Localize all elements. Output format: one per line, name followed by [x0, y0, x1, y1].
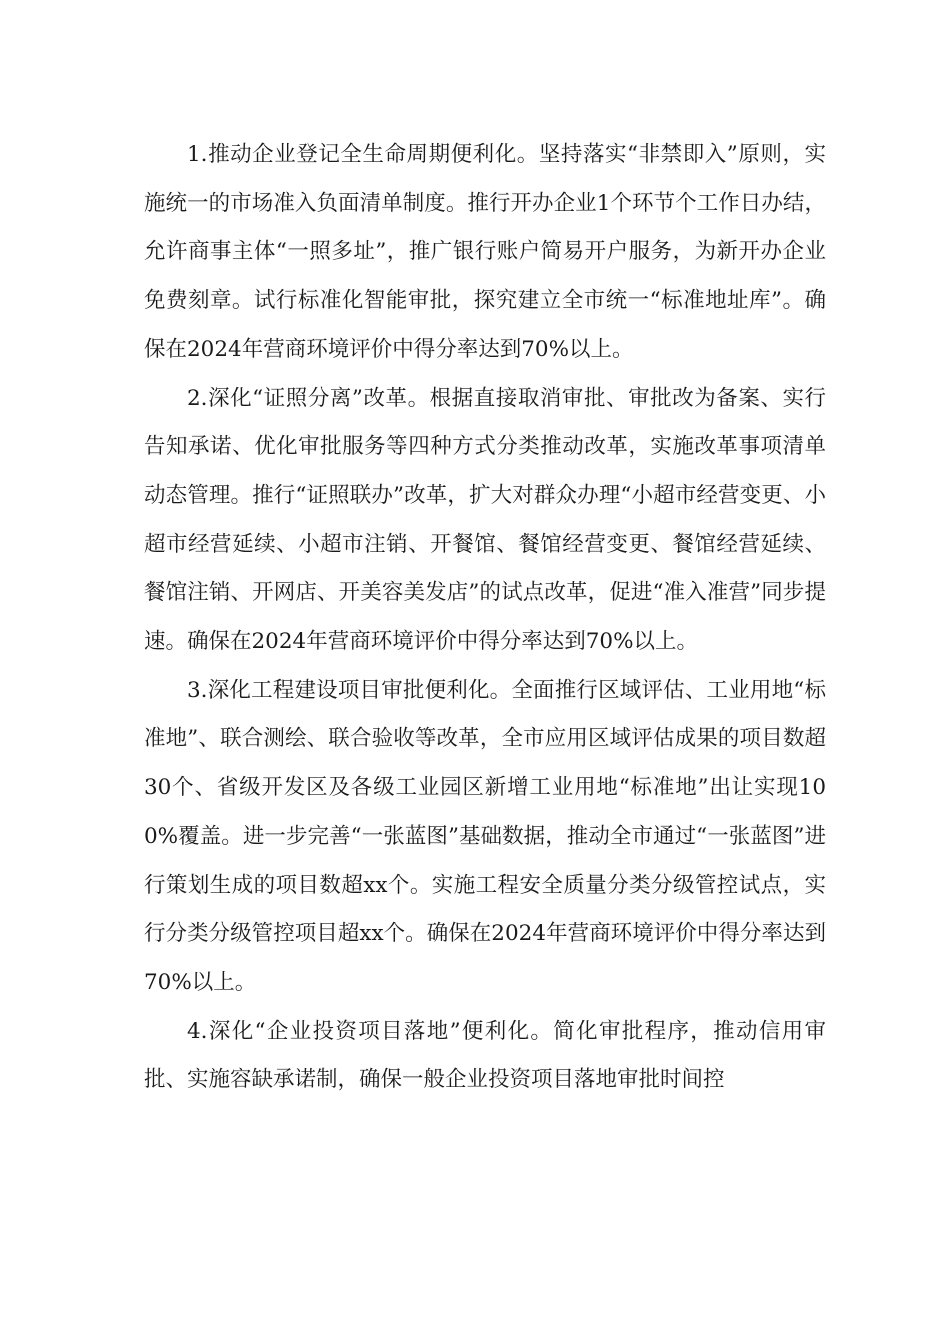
paragraph-1: 1.推动企业登记全生命周期便利化。坚持落实“非禁即入”原则，实施统一的市场准入负面清单制度。推行开办企业1个环节个工作日办结，允许商事主体“一照多址”，推广银行账户简易开户服务，为新开办企业免费刻章。试行标准化智能审批，探究建立全市统一“标准地址库”。确保在2024年营商环境评价中得分率达到70%以上。: [144, 142, 826, 362]
document-body: [144, 131, 826, 1105]
paragraph-4: 4.深化“企业投资项目落地”便利化。简化审批程序，推动信用审批、实施容缺承诺制，确保一般企业投资项目落地审批时间控: [144, 1018, 826, 1093]
paragraph-2: 2.深化“证照分离”改革。根据直接取消审批、审批改为备案、实行告知承诺、优化审批服务等四种方式分类推动改革，实施改革事项清单动态管理。推行“证照联办”改革，扩大对群众办理“小超市经营变更、小超市经营延续、小超市注销、开餐馆、餐馆经营变更、餐馆经营延续、餐馆注销、开网店、开美容美发店”的试点改革，促进“准入准营”同步提速。确保在2024年营商环境评价中得分率达到70%以上。: [144, 385, 826, 655]
paragraph-3: 3.深化工程建设项目审批便利化。全面推行区域评估、工业用地“标准地”、联合测绘、联合验收等改革，全市应用区域评估成果的项目数超30个、省级开发区及各级工业园区新增工业用地“标准地”出让实现100%覆盖。进一步完善“一张蓝图”基础数据，推动全市通过“一张蓝图”进行策划生成的项目数超xx个。实施工程安全质量分类分级管控试点，实行分类分级管控项目超xx个。确保在2024年营商环境评价中得分率达到70%以上。: [144, 677, 826, 995]
